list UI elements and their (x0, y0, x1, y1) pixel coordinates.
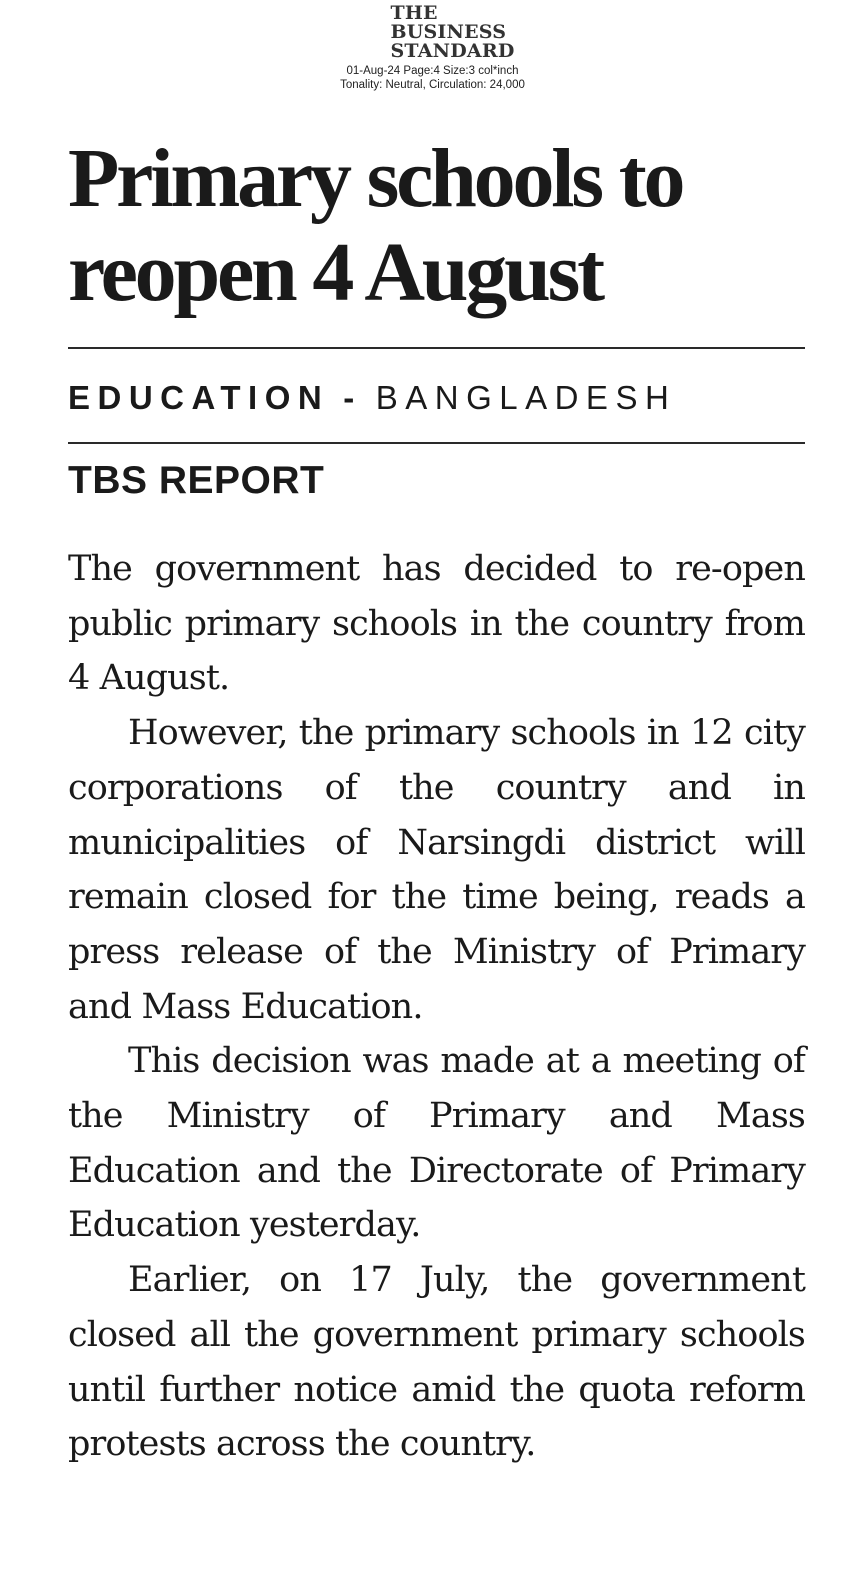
section-category: EDUCATION (68, 379, 330, 416)
masthead (0, 4, 865, 92)
article-body (68, 542, 805, 1472)
section-label (68, 378, 808, 418)
paragraph-1: The government has decided to re-open public primary schools in the country from 4 August. (68, 549, 805, 699)
clip-info: 01-Aug-24 Page:4 Size:3 col*inch (346, 65, 519, 77)
paragraph-4: Earlier, on 17 July, the government closed all the government primary schools until further notice amid the quota reform protests across the country. (68, 1260, 805, 1465)
article-headline: Primary schools to reopen 4 August (68, 132, 683, 319)
paragraph-3: This decision was made at a meeting of the Ministry of Primary and Mass Education and the Directorate of Primary Education yesterday. (68, 1041, 805, 1246)
divider-top (68, 347, 805, 349)
logo-line-1: THE (390, 2, 438, 24)
clip-stats: Tonality: Neutral, Circulation: 24,000 (340, 79, 525, 91)
byline: TBS REPORT (68, 459, 325, 502)
logo-line-2: BUSINESS (390, 21, 507, 43)
logo-line-3: STANDARD (390, 40, 515, 62)
clipping-metadata (0, 64, 865, 92)
newspaper-logo (390, 4, 514, 61)
divider-bottom (68, 442, 805, 444)
section-subcategory: BANGLADESH (375, 379, 677, 416)
section-separator: - (343, 379, 362, 416)
paragraph-2: However, the primary schools in 12 city corporations of the country and in municipalities of Narsingdi district will remain closed for the time being, reads a press release of the Ministry of Primary and Mass Education. (68, 713, 805, 1027)
